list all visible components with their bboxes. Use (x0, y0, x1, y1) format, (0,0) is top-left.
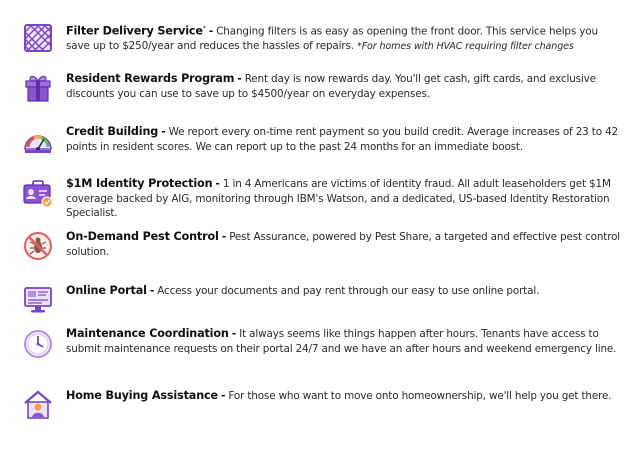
benefit-description: Changing filters is as easy as opening the front door. This service helps you save up to $250/year and reduces the hassles of repairs. (66, 25, 598, 52)
benefit-title: $1M Identity Protection (66, 177, 213, 190)
benefit-maintenance-coordination: Maintenance Coordination - It always seems like things happen after hours. Tenants have access to submit maintenance requests on their portal 24/7 and we have an after hours and weekend emergency line. (22, 327, 622, 359)
benefit-pest-control: On-Demand Pest Control - Pest Assurance, powered by Pest Share, a targeted and effective pest control solution. (22, 230, 622, 262)
benefit-title: Credit Building (66, 125, 159, 138)
benefit-description: We report every on-time rent payment so you build credit. Average increases of 23 to 42 points in resident scores. We can report up to the past 24 months for an immediate boost. (66, 126, 619, 153)
benefit-description: Rent day is now rewards day. You'll get cash, gift cards, and exclusive discounts you can use to save up to $4500/year on everyday expenses. (66, 73, 596, 100)
benefit-identity-protection: $1M Identity Protection - 1 in 4 Americans are victims of identity fraud. All adult leaseholders get $1M coverage backed by AIG, monitoring through IBM's Watson, and a dedicated, US-based Identity Restoration Specialist. (22, 177, 622, 221)
benefit-description: Pest Assurance, powered by Pest Share, a targeted and effective pest control solution. (66, 231, 621, 258)
benefit-description: For those who want to move onto homeownership, we'll help you get there. (228, 390, 612, 402)
benefit-home-buying: Home Buying Assistance - For those who want to move onto homeownership, we'll help you get there. (22, 389, 622, 421)
benefit-title: Home Buying Assistance (66, 389, 218, 402)
benefit-filter-delivery: Filter Delivery Service* - Changing filters is as easy as opening the front door. This service helps you save up to $250/year and reduces the hassles of repairs. *For homes with HVAC requiring filter changes (22, 22, 622, 54)
benefit-online-portal: Online Portal - Access your documents and pay rent through our easy to use online portal. (22, 284, 622, 316)
benefit-title: Online Portal (66, 284, 147, 297)
gift-icon (22, 72, 54, 104)
clock-icon (22, 327, 54, 359)
filter-icon (22, 22, 54, 54)
credit-score-icon (22, 125, 54, 157)
benefit-description: Access your documents and pay rent through our easy to use online portal. (157, 285, 540, 297)
benefit-footnote: *For homes with HVAC requiring filter changes (357, 40, 574, 52)
benefit-credit-building: Credit Building - We report every on-time rent payment so you build credit. Average increases of 23 to 42 points in resident scores. We can report up to the past 24 months for an immediate boost. (22, 125, 622, 157)
benefit-title: Maintenance Coordination (66, 327, 229, 340)
benefit-resident-rewards: Resident Rewards Program - Rent day is now rewards day. You'll get cash, gift cards, and exclusive discounts you can use to save up to $4500/year on everyday expenses. (22, 72, 622, 104)
home-person-icon (22, 389, 54, 421)
benefit-title: On-Demand Pest Control (66, 230, 219, 243)
benefit-title: Filter Delivery Service (66, 24, 203, 38)
title-asterisk: * (202, 25, 206, 32)
benefit-description: 1 in 4 Americans are victims of identity fraud. All adult leaseholders get $1M coverage backed by AIG, monitoring through IBM's Watson, and a dedicated, US-based Identity Restoration Specialist. (66, 178, 611, 219)
benefit-description: It always seems like things happen after hours. Tenants have access to submit maintenance requests on their portal 24/7 and we have an after hours and weekend emergency line. (66, 328, 617, 355)
identity-card-icon (22, 177, 54, 209)
computer-monitor-icon (22, 284, 54, 316)
benefit-title: Resident Rewards Program (66, 72, 235, 85)
no-pest-icon (22, 230, 54, 262)
